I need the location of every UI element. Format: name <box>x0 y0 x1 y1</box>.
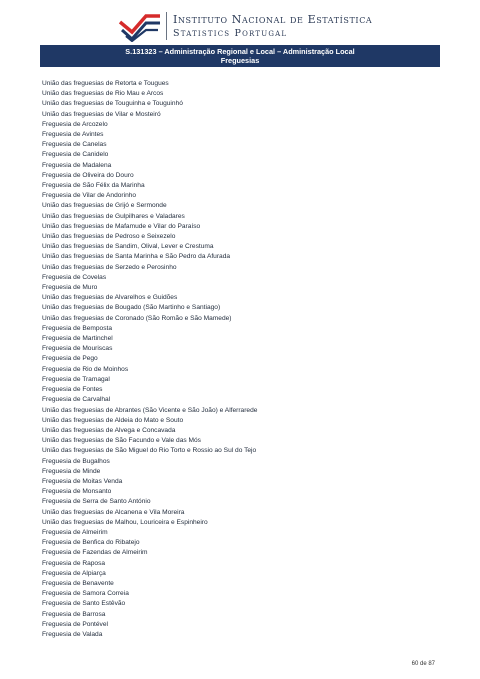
org-name-english: Statistics Portugal <box>173 27 288 39</box>
list-item: União das freguesias de Grijó e Sermonde <box>42 202 167 210</box>
list-item: Freguesia de Madalena <box>42 161 112 169</box>
list-item: Freguesia de Canelas <box>42 141 107 149</box>
list-item: Freguesia de Monsanto <box>42 488 112 496</box>
list-item: Freguesia de Muro <box>42 284 98 292</box>
list-item: União das freguesias de São Miguel do Rio Torto e Rossio ao Sul do Tejo <box>42 447 257 455</box>
list-item: União das freguesias de Alvarelhos e Guidões <box>42 294 178 302</box>
list-item: Freguesia de Almeirim <box>42 528 108 536</box>
logo-separator <box>166 12 167 40</box>
list-item: União das freguesias de Retorta e Tougues <box>42 80 169 87</box>
org-name: Instituto Nacional de Estatística <box>173 12 373 26</box>
ine-logo <box>118 10 372 42</box>
list-item: União das freguesias de Mafamude e Vilar do Paraíso <box>42 222 201 230</box>
list-item: União das freguesias de Abrantes (São Vicente e São João) e Alferrarede <box>42 406 258 414</box>
list-item: Freguesia de Fontes <box>42 386 103 394</box>
list-item: Freguesia de Avintes <box>42 131 104 139</box>
list-item: Freguesia de Pego <box>42 355 98 363</box>
list-item: Freguesia de Tramagal <box>42 375 110 383</box>
list-item: União das freguesias de Alvega e Concavada <box>42 426 176 434</box>
list-item: União das freguesias de São Facundo e Vale das Mós <box>42 437 201 445</box>
list-item: União das freguesias de Touguinha e Touguinhó <box>42 100 183 108</box>
list-item: Freguesia de Valada <box>42 630 103 638</box>
list-item: Freguesia de Arcozelo <box>42 120 108 128</box>
list-item: Freguesia de São Félix da Marinha <box>42 182 145 190</box>
list-item: Freguesia de Bemposta <box>42 324 113 332</box>
list-item: União das freguesias de Coronado (São Romão e São Mamede) <box>42 314 232 322</box>
list-item: Freguesia de Serra de Santo António <box>42 498 151 506</box>
list-item: União das freguesias de Vilar e Mosteiró <box>42 110 161 118</box>
page-number: 60 de 87 <box>411 661 435 667</box>
list-item: Freguesia de Benfica do Ribatejo <box>42 539 140 547</box>
list-item: Freguesia de Minde <box>42 467 101 475</box>
banner-subtitle: Freguesias <box>220 56 260 65</box>
list-item: Freguesia de Martinchel <box>42 335 113 343</box>
list-item: União das freguesias de Santa Marinha e São Pedro da Afurada <box>42 253 231 261</box>
list-item: Freguesia de Pontével <box>42 620 108 628</box>
list-item: Freguesia de Alpiarça <box>42 569 106 577</box>
ine-logo-mark-icon <box>118 10 162 42</box>
list-item: Freguesia de Mouriscas <box>42 345 113 353</box>
list-item: Freguesia de Fazendas de Almeirim <box>42 549 148 557</box>
list-item: União das freguesias de Pedroso e Seixezelo <box>42 233 176 241</box>
list-item: Freguesia de Barrosa <box>42 610 106 618</box>
list-item: Freguesia de Rio de Moinhos <box>42 365 129 373</box>
list-item: Freguesia de Moitas Venda <box>42 477 123 485</box>
banner-title: S.131323 – Administração Regional e Local – Administração Local <box>125 47 355 56</box>
list-item: Freguesia de Canidelo <box>42 151 109 159</box>
list-item: Freguesia de Vilar de Andorinho <box>42 192 137 200</box>
list-item: União das freguesias de Bougado (São Martinho e Santiago) <box>42 304 221 312</box>
list-item: União das freguesias de Rio Mau e Arcos <box>42 90 164 98</box>
list-item: Freguesia de Oliveira do Douro <box>42 171 134 179</box>
list-item: União das freguesias de Gulpilhares e Valadares <box>42 212 185 220</box>
list-item: União das freguesias de Alcanena e Vila Moreira <box>42 508 185 516</box>
list-item: Freguesia de Bugalhos <box>42 457 110 465</box>
parish-list <box>42 79 257 640</box>
list-item: Freguesia de Santo Estêvão <box>42 600 126 608</box>
list-item: União das freguesias de Serzedo e Perosinho <box>42 263 177 271</box>
list-item: Freguesia de Samora Correia <box>42 590 129 598</box>
section-banner <box>40 45 440 67</box>
list-item: Freguesia de Covelas <box>42 273 107 281</box>
list-item: Freguesia de Raposa <box>42 559 106 567</box>
logo-text <box>173 13 372 40</box>
list-item: União das freguesias de Sandim, Olival, Lever e Crestuma <box>42 243 214 251</box>
list-item: Freguesia de Carvalhal <box>42 396 111 404</box>
list-item: União das freguesias de Aldeia do Mato e Souto <box>42 416 184 424</box>
list-item: União das freguesias de Malhou, Louriceira e Espinheiro <box>42 518 208 526</box>
list-item: Freguesia de Benavente <box>42 579 114 587</box>
